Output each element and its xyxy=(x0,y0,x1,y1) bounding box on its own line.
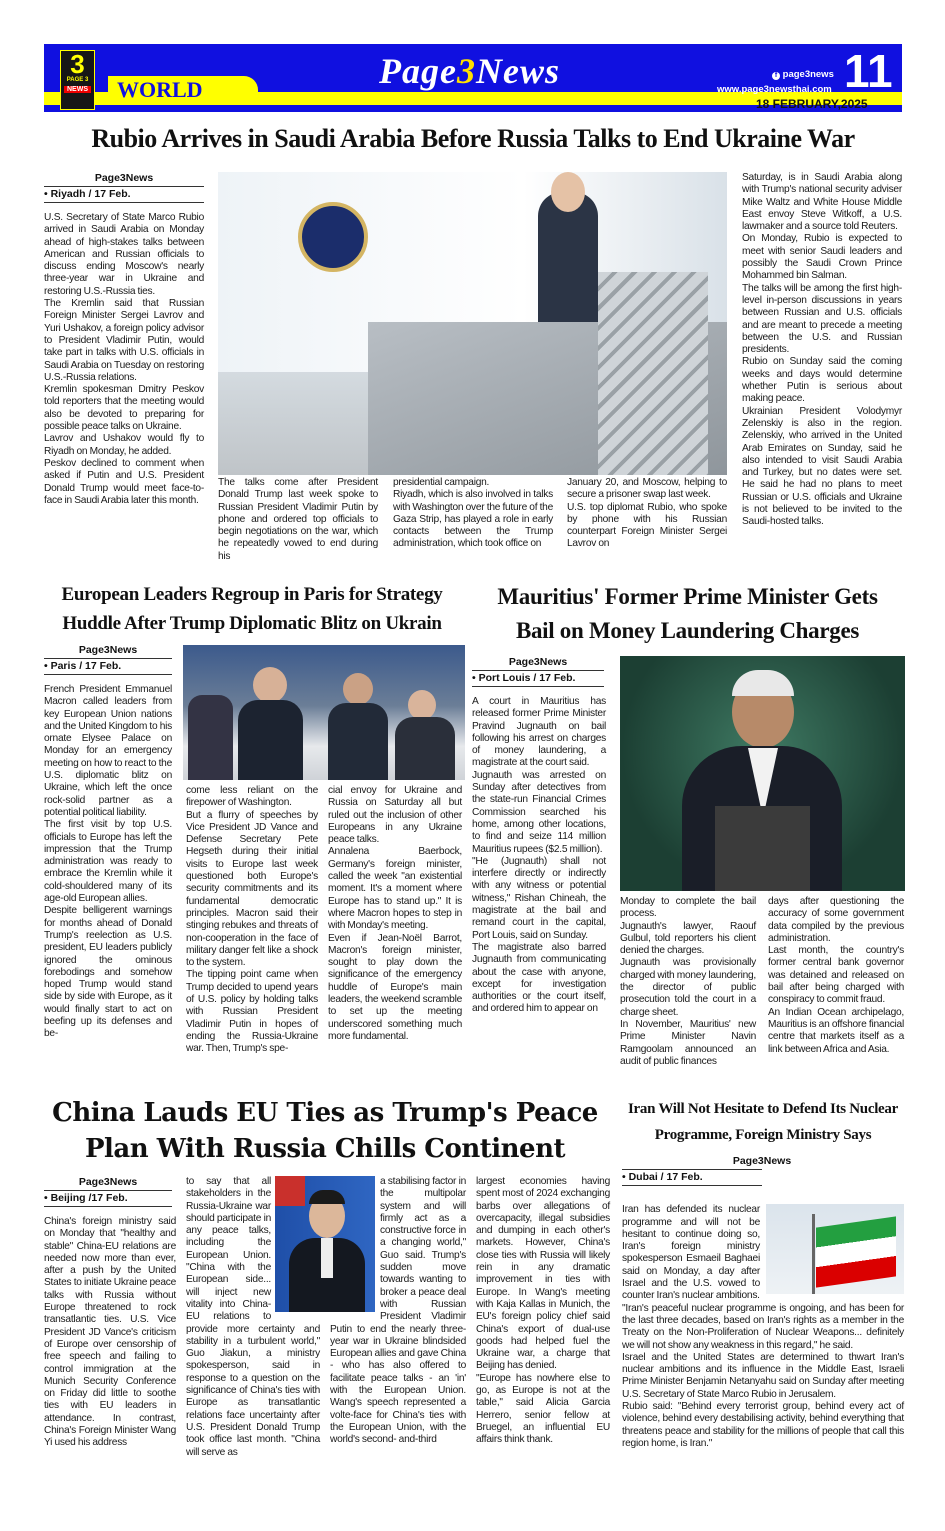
iran-col-2: "Iran's peaceful nuclear programme is ongoing, and has been for the last three decades, based on Iran's rights as a member in the Treaty on the Non-Proliferation of Nuclear Weapons... definitely we will not show any weakness in this regard," he said. Israel and the United States are determined to thwart Iran's nuclear ambitions and its influence in the Middle East, Israeli Prime Minister Benjamin Netanyahu said on Sunday after meeting U.S. Secretary of State Marco Rubio in Jerusalem. Rubio said: "Behind every terrorist group, behind every act of violence, behind every destabilising activity, behind everything that threatens peace and stability for the millions of people that call this region home, is Iran." xyxy=(622,1302,904,1449)
europe-leaders-photo xyxy=(183,645,465,780)
china-col-2 xyxy=(186,1176,320,1459)
logo: 3 PAGE 3 NEWS xyxy=(60,50,95,110)
lead-col-2: The talks come after President Donald Trump last week spoke to Russian President Vladimir Putin by phone and ordered top officials to begin negotiations on the war, which he repeatedly vowed to end during his xyxy=(218,477,378,562)
china-byline: Page3News • Beijing /17 Feb. xyxy=(44,1176,172,1207)
section-label: WORLD xyxy=(117,77,203,102)
iran-body xyxy=(622,1192,904,1450)
rubio-photo xyxy=(218,172,727,475)
mauritius-col-3: days after questioning the accuracy of some government data compiled by the previous administration. Last month, the country's former central bank governor was detained and released on bail after being charged with conspiracy to commit fraud. An Indian Ocean archipelago, Mauritius is an offshore financial centre that markets itself as a link between Africa and Asia. xyxy=(768,896,904,1055)
masthead xyxy=(44,44,902,112)
lead-byline: Page3News • Riyadh / 17 Feb. xyxy=(44,172,204,203)
iran-flag-photo xyxy=(766,1204,904,1294)
europe-headline: European Leaders Regroup in Paris for Strategy Huddle After Trump Diplomatic Blitz on Ukrain xyxy=(61,584,443,634)
website-url[interactable]: www.page3newsthai.com xyxy=(717,84,832,95)
europe-col-3: cial envoy for Ukraine and Russia on Saturday all but ruled out the inclusion of other Europeans in any Ukraine peace talks. Annalena Baerbock, Germany's foreign minister, called the week "an existential moment. It's a moment where Europe has to stand up." It is where Macron hopes to step in with Monday's meeting. Even if Jean-Noël Barrot, Macron's foreign minister, sought to play down the significance of the emergency huddle of Europe's main leaders, the weekend scramble to set up the meeting underscored something much more fundamental. xyxy=(328,785,462,1042)
mauritius-byline: Page3News • Port Louis / 17 Feb. xyxy=(472,656,604,687)
iran-byline: Page3News • Dubai / 17 Feb. xyxy=(622,1155,902,1186)
jugnauth-photo xyxy=(620,656,905,891)
china-col-3b: Russian President Vladimir Putin to end the nearly three-year war in Ukraine blindsided European allies and gave China - who has also offered to facilitate peace talks - an 'in' with the European Union. Wang's speech represented a volte-face for China's ties with the European Union, with the world's second- and-third xyxy=(330,1298,466,1446)
lead-col-5: Saturday, is in Saudi Arabia along with Trump's national security adviser Mike Waltz and White House Middle East envoy Steve Witkoff, a U.S. lawmaker and a source told Reuters. On Monday, Rubio is expected to meet with senior Saudi leaders and possibly the Saudi Crown Prince Mohammed bin Salman. The talks will be among the first high-level in-person discussions in years between Russian and U.S. officials and are meant to precede a meeting between the U.S. and Russian presidents. Rubio on Sunday said the coming weeks and days would determine whether Putin is serious about making peace. Ukrainian President Volodymyr Zelenskiy is also in the region. Zelenskiy, who arrived in the United Arab Emirates on Sunday, said he also intended to visit Saudi Arabia and Turkey, but no dates were set. He said he had no plans to meet Russian or U.S. officials and Ukraine is not believed to be invited to the Saudi-hosted talks. xyxy=(742,172,902,528)
mauritius-col-1: A court in Mauritius has released former Prime Minister Pravind Jugnauth on bail following his arrest on charges of money laundering, a magistrate at the court said. Jugnauth was arrested on Sunday after detectives from the state-run Financial Crimes Commission searched his home, among other locations, to find and seize 114 million Mauritius rupees ($2.5 million). "He (Jugnauth) shall not interfere directly or indirectly with any witness or potential witness," Rishan Chineah, the magistrate at the bail and remand court in the capital, Port Louis, said on Sunday. The magistrate also barred Jugnauth from communicating about the case with anyone, except for investigation authorities or the court itself, and ordered him to appear on xyxy=(472,696,606,1015)
china-col-3 xyxy=(330,1176,466,1447)
issue-date: 18 FEBRUARY,2025 xyxy=(756,97,868,111)
iran-col-1: Iran has defended its nuclear programme and will not be hesitant to continue doing so, Iran's foreign ministry spokesperson Esmaeil Baghaei said on Monday, a day after Israel and the U.S. vowed to counter Iran's nuclear ambitions. xyxy=(622,1204,760,1302)
iran-headline: Iran Will Not Hesitate to Defend Its Nuclear Programme, Foreign Ministry Says xyxy=(628,1101,898,1143)
china-col-1: China's foreign ministry said on Monday that "healthy and stable" China-EU relations are needed now more than ever, after a push by the United States to initiate Ukraine peace talks with Russia without Europe threatened to rock transatlantic ties. U.S. Vice President JD Vance's criticism of Europe over censorship of free speech and failing to control immigration at the Munich Security Conference on Friday did little to soothe ties with EU leaders in attendance. In contrast, China's Foreign Minister Wang Yi used his address xyxy=(44,1216,176,1449)
state-seal-icon xyxy=(298,202,368,272)
china-headline: China Lauds EU Ties as Trump's Peace Plan With Russia Chills Continent xyxy=(52,1098,598,1164)
social-handle[interactable]: f page3news xyxy=(772,69,834,80)
china-col-4: largest economies having spent most of 2024 exchanging barbs over allegations of overcapacity, illegal subsidies and dumping in each other's markets. However, China's close ties with Russia will likely rein in any dramatic improvement in ties with Europe. In Wang's meeting with Kaja Kallas in Munich, the EU's foreign policy chief said China's export of dual-use goods had helped fuel the Ukraine war, a charge that Beijing has denied. "Europe has nowhere else to go, as Europe is not at the table," said Alicia Garcia Herrero, senior fellow at Bruegel, an influential EU affairs think thank. xyxy=(476,1176,610,1446)
china-col-3a: a stabilising factor in the multipolar system and will firmly act as a constructive force in a changing world," Guo said. Trump's sudden move towards wanting to broker a peace deal with xyxy=(380,1176,466,1310)
facebook-icon: f xyxy=(772,72,780,80)
europe-byline: Page3News • Paris / 17 Feb. xyxy=(44,644,172,675)
europe-col-1: French President Emmanuel Macron called leaders from key European Union nations and the United Kingdom to his ornate Elysee Palace on Monday for an emergency meeting on how to react to the U.S. diplomatic blitz on Ukraine, which left the once rock-solid partner as a potential political liability. The first visit by top U.S. officials to Europe has left the impression that the Trump administration was ready to embrace the Kremlin while it cold-shouldered many of its age-old European allies. Despite belligerent warnings for months ahead of Donald Trump's reelection as U.S. president, EU leaders publicly ignored the ominous forebodings and somehow hoped Trump would stand side by side with Europe, as it would finally start to act on beefing up its defenses and be- xyxy=(44,684,172,1040)
lead-col-1: U.S. Secretary of State Marco Rubio arrived in Saudi Arabia on Monday ahead of high-stakes talks between American and Russian officials to discuss ending Moscow's nearly three-year war in Ukraine and restoring U.S.-Russia ties. The Kremlin said that Russian Foreign Minister Sergei Lavrov and Yuri Ushakov, a foreign policy advisor to President Vladimir Putin, would take part in talks with U.S. officials in Saudi Arabia on Tuesday on restoring U.S.-Russia relations. Kremlin spokesman Dmitry Peskov told reporters that the meeting would also be devoted to preparing for possible peace talks on Ukraine. Lavrov and Ushakov would fly to Riyadh on Monday, he added. Peskov declined to comment when asked if Putin and U.S. President Donald Trump would meet face-to-face in Saudi Arabia later this month. xyxy=(44,212,204,506)
china-col-2a: to say that all stakeholders in the Russia-Ukraine war should participate in any peace talks, including the European Union. "China with the European side... will inject xyxy=(186,1176,271,1298)
lead-col-3: presidential campaign. Riyadh, which is also involved in talks with Washington over the future of the Gaza Strip, has played a role in early contacts between the Trump administration, which took office on xyxy=(393,477,553,550)
mauritius-col-2: Monday to complete the bail process. Jugnauth's lawyer, Raouf Gulbul, told reporters his client denied the charges. Jugnauth was provisionally charged with money laundering, the director of public prosecution told the court in a charge sheet. In November, Mauritius' new Prime Minister Navin Ramgoolam announced an audit of public finances xyxy=(620,896,757,1067)
europe-col-2: come less reliant on the firepower of Washington. But a flurry of speeches by Vice President JD Vance and Defense Secretary Pete Hegseth during their initial visits to Europe last week questioned both Europe's security commitments and its fundamental democratic principles. Macron said their stinging rebukes and threats of non-cooperation in the face of military danger felt like a shock to the system. The tipping point came when Trump decided to upend years of U.S. policy by holding talks with Russian President Vladimir Putin in hopes of ending the Russia-Ukraine war. Then, Trump's spe- xyxy=(186,785,318,1055)
lead-col-4: January 20, and Moscow, helping to secure a prisoner swap last week. U.S. top diplomat Rubio, who spoke by phone with his Russian counterpart Foreign Minister Sergei Lavrov on xyxy=(567,477,727,550)
newspaper-title: Page3News xyxy=(379,51,560,91)
china-col-2b: new vitality into China-EU relations to provide more certainty and stability in a turbulent world," Guo Jiakun, a ministry spokesperson, said in response to a question on the significance of China's ties with Europe as transatlantic relations face uncertainty after U.S. President Donald Trump took office last month. "China will serve as xyxy=(186,1286,320,1458)
lead-headline: Rubio Arrives in Saudi Arabia Before Russia Talks to End Ukraine War xyxy=(91,124,855,153)
mauritius-headline: Mauritius' Former Prime Minister Gets Bail on Money Laundering Charges xyxy=(497,584,878,643)
page-number: 11 xyxy=(844,45,893,97)
